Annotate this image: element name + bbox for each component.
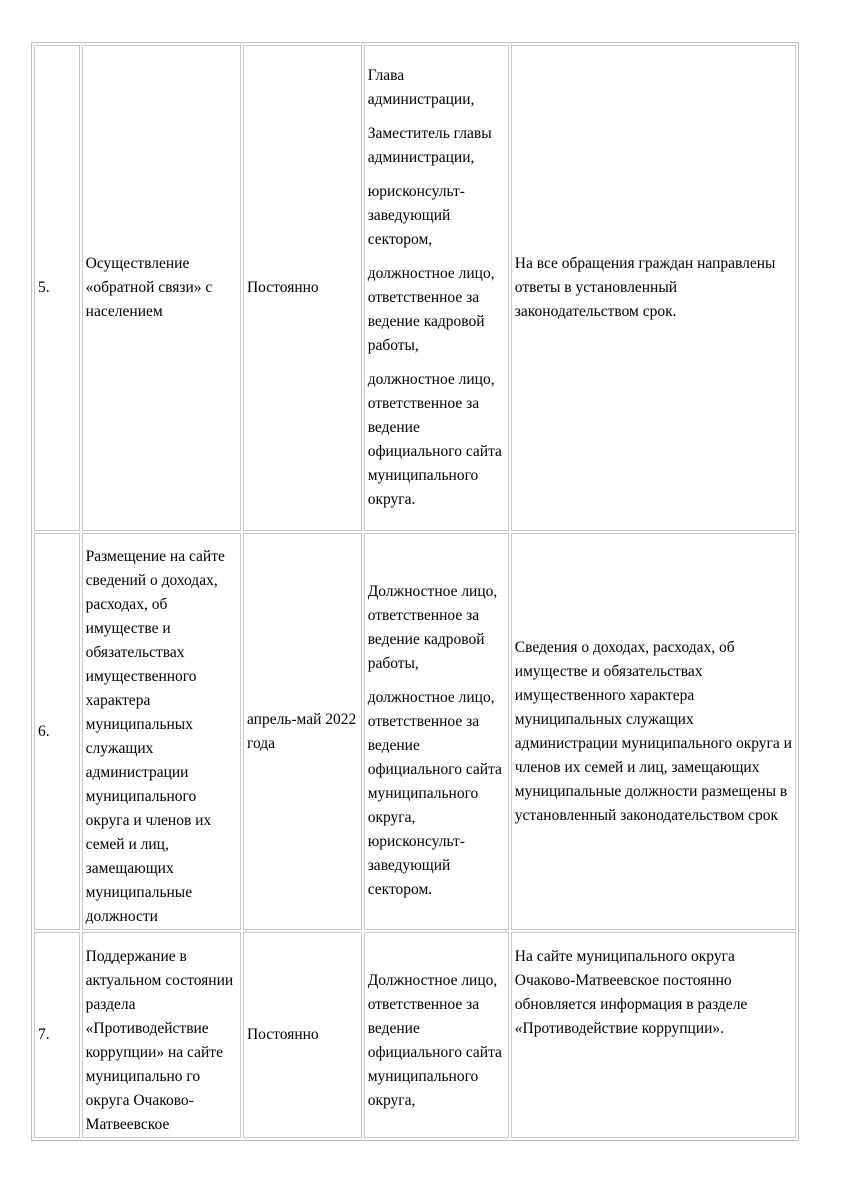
- row-number: 6.: [34, 533, 80, 930]
- table-row: [34, 932, 796, 1138]
- result-cell: На все обращения граждан направлены ответы в установленный законодательством срок.: [511, 45, 796, 531]
- activity-cell: Осуществление «обратной связи» с населением: [82, 45, 241, 531]
- responsible-cell: [364, 533, 509, 930]
- activity-cell: Размещение на сайте сведений о доходах, расходах, об имуществе и обязательствах имущественного характера муниципальных служащих администрации муниципального округа и членов их семей и лиц, замещающих муниципальные должности: [82, 533, 241, 930]
- table-row: [34, 533, 796, 930]
- responsible-entry: Должностное лицо, ответственное за ведение официального сайта муниципального округа,: [367, 972, 502, 1109]
- responsible-cell: [364, 932, 509, 1138]
- activity-cell: Поддержание в актуальном состоянии раздела «Противодействие коррупции» на сайте муниципально го округа Очаково-Матвеевское: [82, 932, 241, 1138]
- responsible-entry: Глава администрации,: [367, 67, 475, 108]
- responsible-entry: юрисконсульт-заведующий сектором,: [367, 183, 465, 248]
- term-cell: Постоянно: [243, 932, 362, 1138]
- responsible-entry: Заместитель главы администрации,: [367, 125, 492, 166]
- result-cell: Сведения о доходах, расходах, об имуществе и обязательствах имущественного характера муниципальных служащих администрации муниципального округа и членов их семей и лиц, замещающих муниципальные должности размещены в установленный законодательством срок: [511, 533, 796, 930]
- row-number: 5.: [34, 45, 80, 531]
- table-row: [34, 45, 796, 531]
- responsible-entry: должностное лицо, ответственное за ведение официального сайта муниципального округа, юрисконсульт-заведующий сектором.: [367, 688, 502, 898]
- responsible-entry: должностное лицо, ответственное за ведение официального сайта муниципального округа.: [367, 371, 502, 508]
- result-cell: На сайте муниципального округа Очаково-Матвеевское постоянно обновляется информация в разделе «Противодействие коррупции».: [511, 932, 796, 1138]
- responsible-entry: Должностное лицо, ответственное за ведение кадровой работы,: [367, 582, 498, 672]
- row-number: 7.: [34, 932, 80, 1138]
- anti-corruption-plan-table: [31, 42, 799, 1141]
- term-cell: Постоянно: [243, 45, 362, 531]
- responsible-cell: [364, 45, 509, 531]
- responsible-entry: должностное лицо, ответственное за ведение кадровой работы,: [367, 265, 495, 354]
- term-cell: апрель-май 2022 года: [243, 533, 362, 930]
